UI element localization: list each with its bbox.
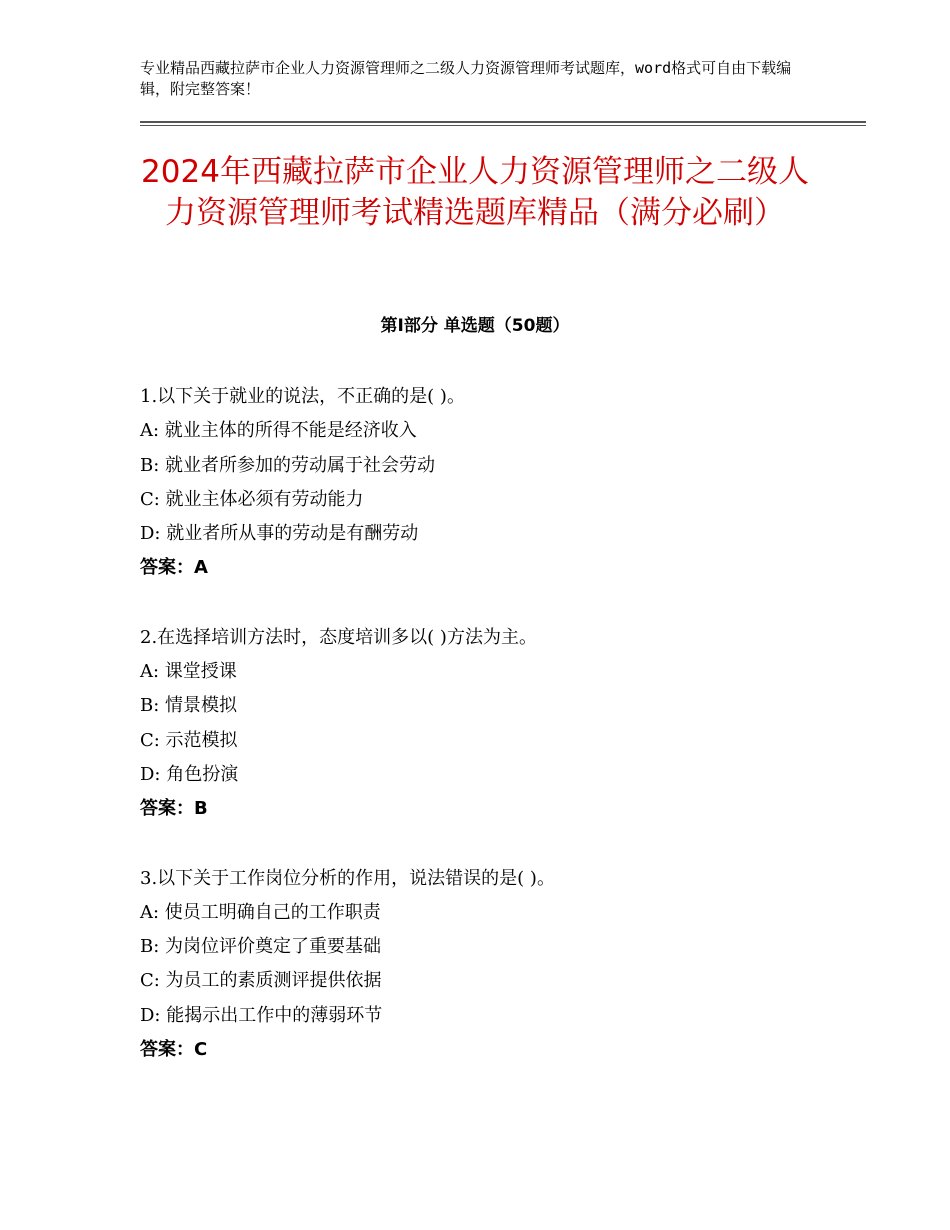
question-3 xyxy=(140,862,840,1068)
option-b: B: 情景模拟 xyxy=(140,695,238,717)
question-stem: 1.以下关于就业的说法，不正确的是( )。 xyxy=(140,386,465,407)
answer: 答案：C xyxy=(140,1039,208,1061)
option-d: D: 就业者所从事的劳动是有酬劳动 xyxy=(140,523,419,545)
answer: 答案：A xyxy=(140,557,208,579)
option-c: C: 示范模拟 xyxy=(140,729,238,751)
option-b: B: 就业者所参加的劳动属于社会劳动 xyxy=(140,454,436,476)
section-title: 第Ⅰ部分 单选题（50题） xyxy=(380,316,570,336)
document-title: 2024年西藏拉萨市企业人力资源管理师之二级人力资源管理师考试精选题库精品（满分必刷） xyxy=(141,154,809,231)
option-a: A: 课堂授课 xyxy=(140,661,237,683)
option-a: A: 就业主体的所得不能是经济收入 xyxy=(140,420,417,442)
option-d: D: 能揭示出工作中的薄弱环节 xyxy=(140,1004,383,1026)
header-rule-thin xyxy=(140,125,866,126)
option-c: C: 就业主体必须有劳动能力 xyxy=(140,488,364,510)
option-c: C: 为员工的素质测评提供依据 xyxy=(140,970,382,992)
header-rule-thick xyxy=(140,121,866,123)
question-stem: 2.在选择培训方法时，态度培训多以( )方法为主。 xyxy=(140,626,537,648)
question-stem: 3.以下关于工作岗位分析的作用，说法错误的是( )。 xyxy=(140,867,555,889)
question-2 xyxy=(140,621,840,827)
option-a: A: 使员工明确自己的工作职责 xyxy=(140,901,381,923)
answer: 答案：B xyxy=(140,798,208,820)
question-1 xyxy=(140,380,840,586)
option-d: D: 角色扮演 xyxy=(140,763,239,785)
question-list xyxy=(140,380,840,1102)
option-b: B: 为岗位评价奠定了重要基础 xyxy=(140,936,382,958)
header-note: 专业精品西藏拉萨市企业人力资源管理师之二级人力资源管理师考试题库，word格式可自由下载编辑，附完整答案！ xyxy=(140,59,792,98)
